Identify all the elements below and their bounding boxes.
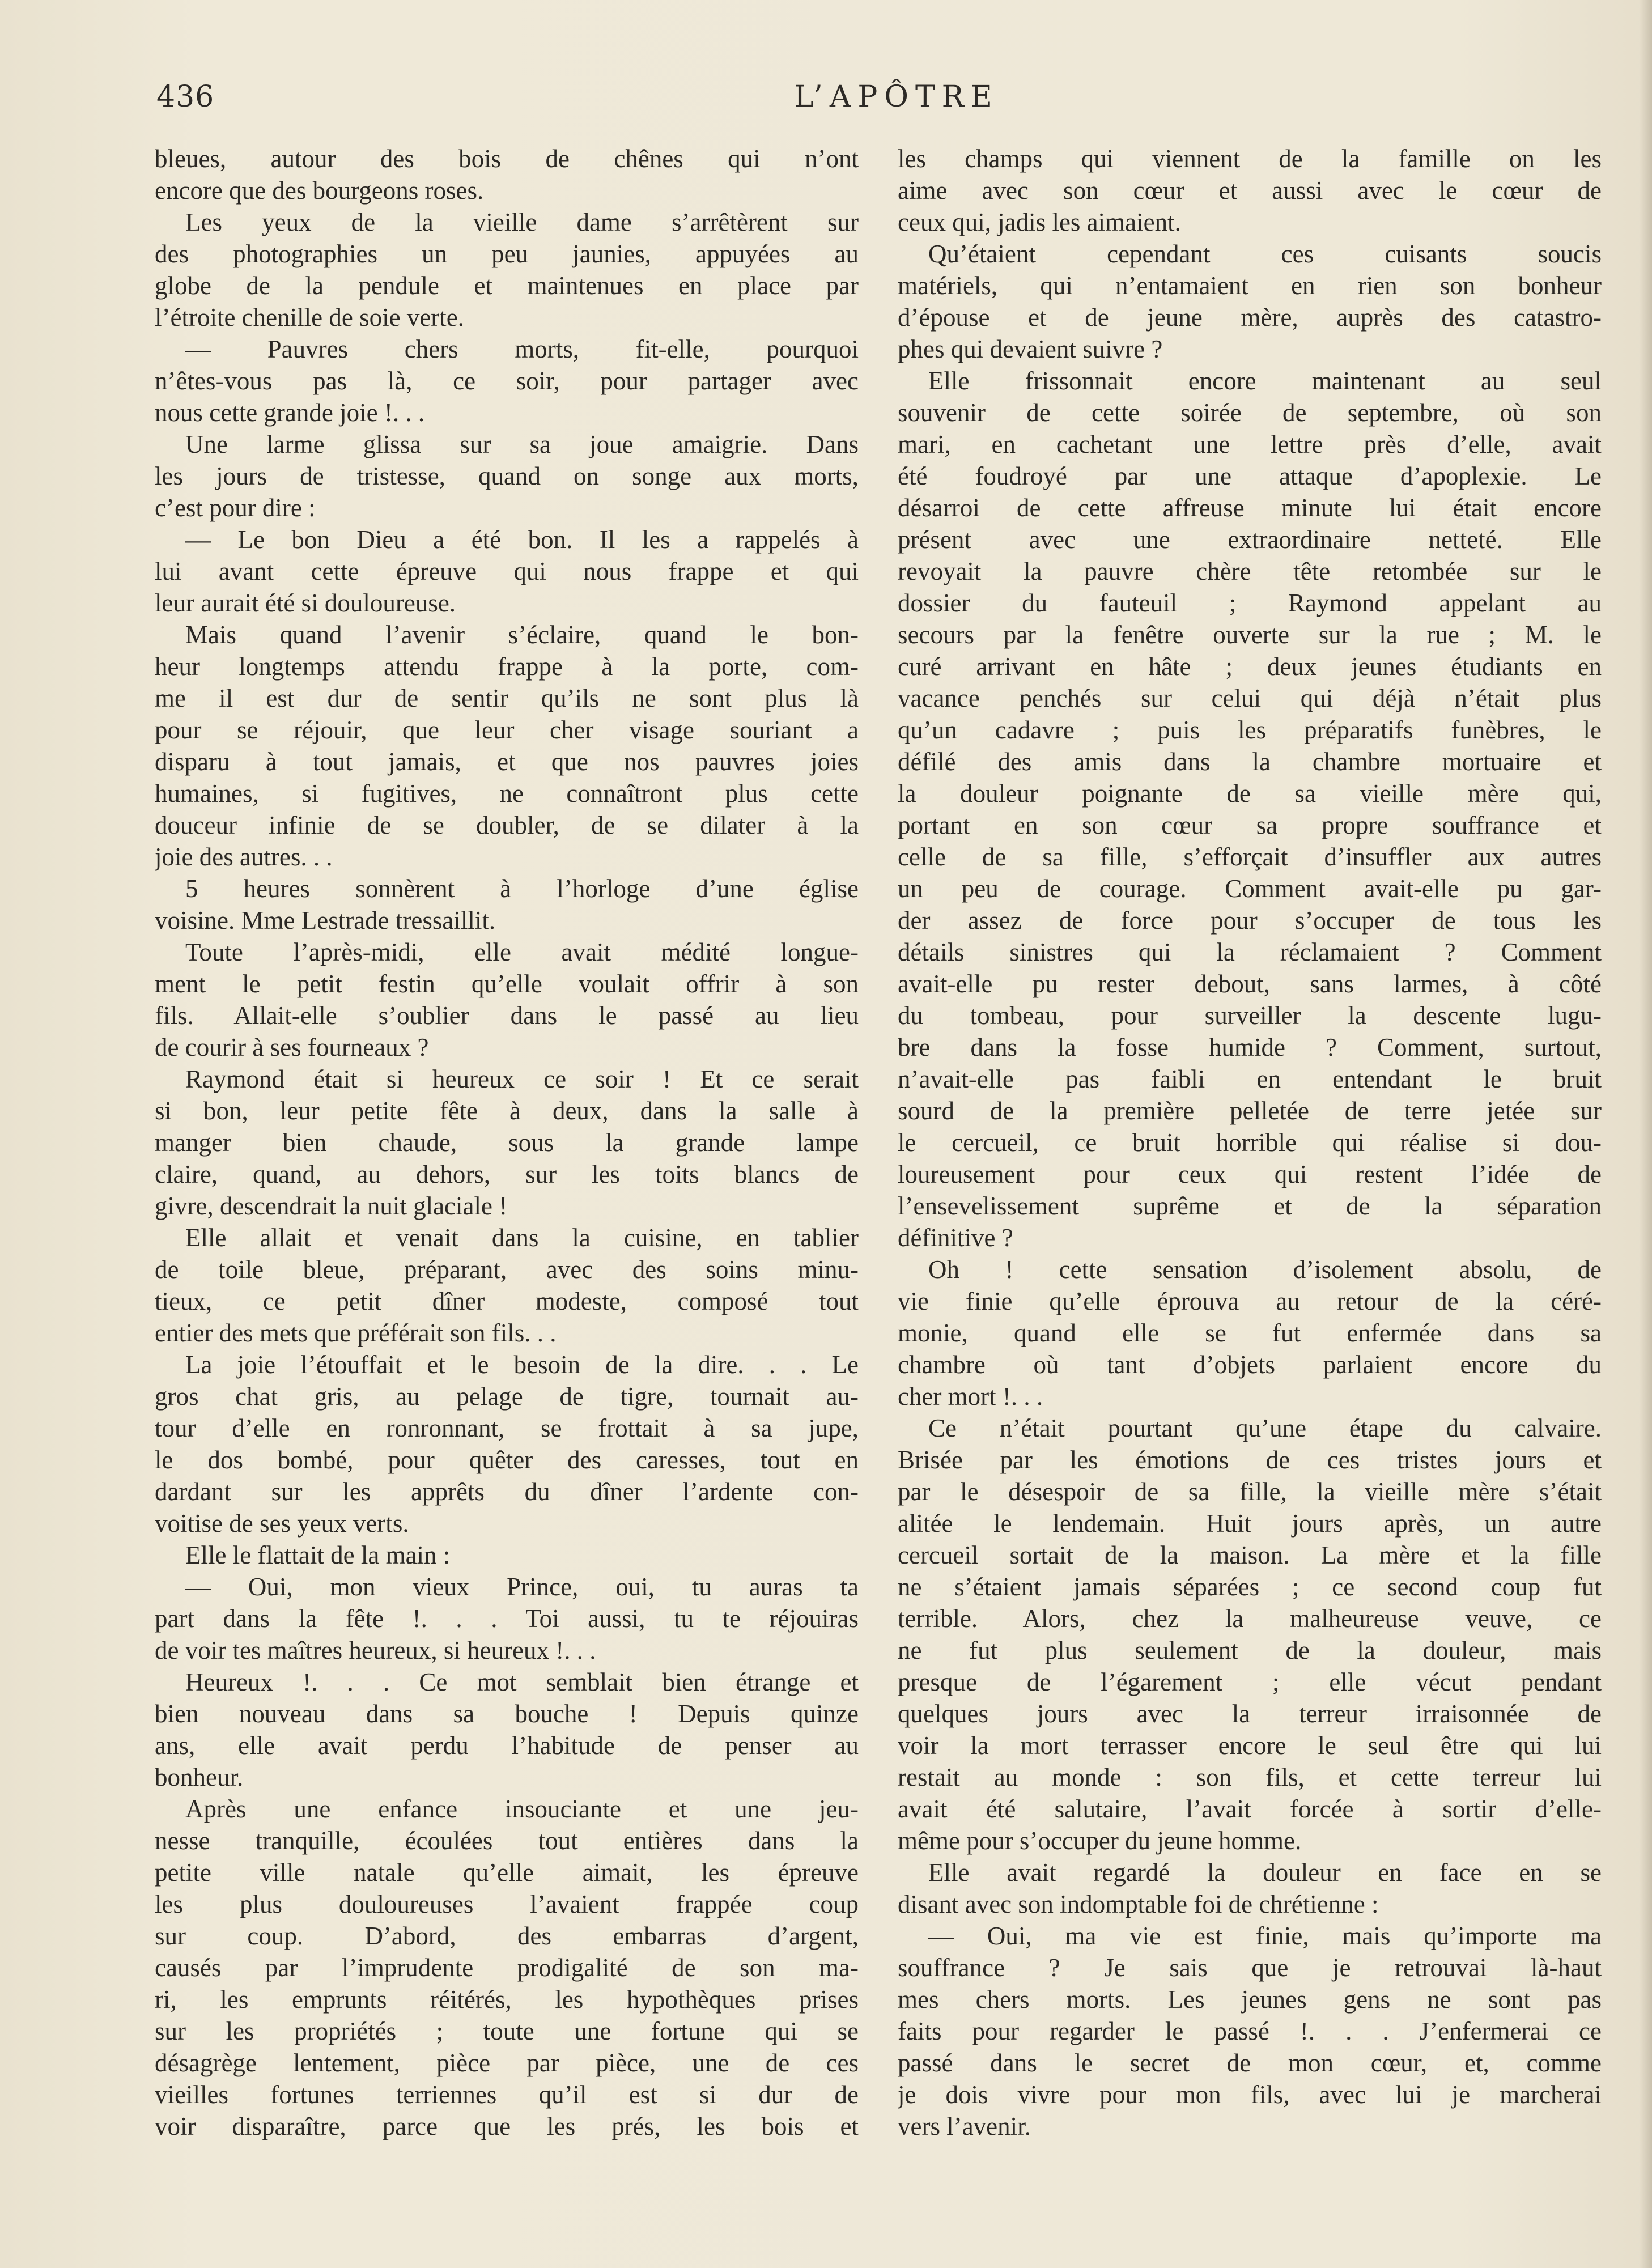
- text-line: Elle avait regardé la douleur en face en se: [928, 1858, 1602, 1887]
- text-line: fils. Allait-elle s’oublier dans le passé au lieu: [155, 1001, 859, 1030]
- text-line: Toute l’après-midi, elle avait médité longue-: [185, 938, 859, 966]
- page-edge-shadow: [1640, 0, 1652, 2268]
- text-line: tieux, ce petit dîner modeste, composé tout: [155, 1287, 859, 1315]
- text-line: qu’un cadavre ; puis les préparatifs funèbres, le: [898, 716, 1602, 744]
- text-line: Brisée par les émotions de ces tristes jours et: [898, 1446, 1602, 1474]
- text-line: — Le bon Dieu a été bon. Il les a rappelés à: [185, 525, 859, 554]
- text-line: Mais quand l’avenir s’éclaire, quand le bon-: [185, 621, 859, 649]
- text-line: voir disparaître, parce que les prés, les bois et: [155, 2112, 859, 2140]
- text-line: givre, descendrait la nuit glaciale !: [155, 1192, 508, 1220]
- text-line: vers l’avenir.: [898, 2112, 1031, 2140]
- text-line: désagrège lentement, pièce par pièce, une de ces: [155, 2049, 859, 2077]
- text-line: avait été salutaire, l’avait forcée à sortir d’elle-: [898, 1795, 1602, 1823]
- text-line: ment le petit festin qu’elle voulait offrir à son: [155, 970, 859, 998]
- text-line: manger bien chaude, sous la grande lampe: [155, 1128, 859, 1157]
- text-line: le cercueil, ce bruit horrible qui réalise si dou-: [898, 1128, 1602, 1157]
- text-line: secours par la fenêtre ouverte sur la rue ; M. le: [898, 621, 1602, 649]
- text-line: portant en son cœur sa propre souffrance et: [898, 811, 1602, 839]
- text-line: défilé des amis dans la chambre mortuaire et: [898, 747, 1602, 776]
- text-line: la douleur poignante de sa vieille mère qui,: [898, 779, 1602, 808]
- text-line: n’êtes-vous pas là, ce soir, pour partager avec: [155, 367, 859, 395]
- text-line: Ce n’était pourtant qu’une étape du calvaire.: [928, 1414, 1602, 1442]
- text-line: voisine. Mme Lestrade tressaillit.: [155, 906, 496, 935]
- text-line: monie, quand elle se fut enfermée dans sa: [898, 1319, 1602, 1347]
- page-number: 436: [156, 80, 215, 114]
- text-line: souffrance ? Je sais que je retrouvai là-haut: [898, 1953, 1602, 1982]
- text-line: cher mort !. . .: [898, 1382, 1043, 1411]
- text-line: — Pauvres chers morts, fit-elle, pourquoi: [185, 335, 859, 363]
- text-line: un peu de courage. Comment avait-elle pu gar-: [898, 874, 1602, 903]
- text-line: ri, les emprunts réitérés, les hypothèques prises: [155, 1985, 859, 2014]
- text-line: Qu’étaient cependant ces cuisants soucis: [928, 240, 1602, 268]
- text-line: gros chat gris, au pelage de tigre, tournait au-: [155, 1382, 859, 1411]
- text-line: humaines, si fugitives, ne connaîtront plus cette: [155, 779, 859, 808]
- text-line: bien nouveau dans sa bouche ! Depuis quinze: [155, 1700, 859, 1728]
- text-line: chambre où tant d’objets parlaient encore du: [898, 1350, 1602, 1379]
- text-line: terrible. Alors, chez la malheureuse veuve, ce: [898, 1604, 1602, 1633]
- text-line: — Oui, ma vie est finie, mais qu’importe ma: [928, 1922, 1602, 1950]
- text-line: l’étroite chenille de soie verte.: [155, 303, 464, 332]
- text-line: tour d’elle en ronronnant, se frottait à sa jupe,: [155, 1414, 859, 1442]
- text-line: l’ensevelissement suprême et de la séparation: [898, 1192, 1602, 1220]
- text-line: du tombeau, pour surveiller la descente lugu-: [898, 1001, 1602, 1030]
- text-line: vie finie qu’elle éprouva au retour de la céré-: [898, 1287, 1602, 1315]
- text-line: ans, elle avait perdu l’habitude de penser au: [155, 1731, 859, 1760]
- text-line: voir la mort terrasser encore le seul être qui lui: [898, 1731, 1602, 1760]
- text-line: nesse tranquille, écoulées tout entières dans la: [155, 1827, 859, 1855]
- text-line: des photographies un peu jaunies, appuyées au: [155, 240, 859, 268]
- text-line: bonheur.: [155, 1763, 244, 1791]
- text-line: loureusement pour ceux qui restent l’idée de: [898, 1160, 1602, 1188]
- text-line: été foudroyé par une attaque d’apoplexie. Le: [898, 462, 1602, 490]
- text-line: souvenir de cette soirée de septembre, où son: [898, 398, 1602, 427]
- text-line: les jours de tristesse, quand on songe aux morts,: [155, 462, 859, 490]
- text-line: sur coup. D’abord, des embarras d’argent,: [155, 1922, 859, 1950]
- text-line: Après une enfance insouciante et une jeu-: [185, 1795, 859, 1823]
- text-line: mes chers morts. Les jeunes gens ne sont pas: [898, 1985, 1602, 2014]
- text-line: entier des mets que préférait son fils. . .: [155, 1319, 557, 1347]
- text-line: disant avec son indomptable foi de chrétienne :: [898, 1890, 1379, 1918]
- text-line: Les yeux de la vieille dame s’arrêtèrent sur: [185, 208, 859, 236]
- text-line: petite ville natale qu’elle aimait, les épreuve: [155, 1858, 859, 1887]
- text-line: détails sinistres qui la réclamaient ? Comment: [898, 938, 1602, 966]
- text-line: causés par l’imprudente prodigalité de son ma-: [155, 1953, 859, 1982]
- text-line: matériels, qui n’entamaient en rien son bonheur: [898, 271, 1602, 300]
- text-line: aime avec son cœur et aussi avec le cœur de: [898, 176, 1602, 205]
- text-line: Elle le flattait de la main :: [185, 1541, 451, 1569]
- text-line: vacance penchés sur celui qui déjà n’était plus: [898, 684, 1602, 712]
- text-line: bleues, autour des bois de chênes qui n’ont: [155, 145, 859, 173]
- text-line: pour se réjouir, que leur cher visage souriant a: [155, 716, 859, 744]
- text-line: nous cette grande joie !. . .: [155, 398, 425, 427]
- text-line: n’avait-elle pas faibli en entendant le bruit: [898, 1065, 1602, 1093]
- text-line: présent avec une extraordinaire netteté. Elle: [898, 525, 1602, 554]
- text-line: heur longtemps attendu frappe à la porte, com-: [155, 652, 859, 681]
- text-line: part dans la fête !. . . Toi aussi, tu te réjouiras: [155, 1604, 859, 1633]
- text-line: même pour s’occuper du jeune homme.: [898, 1827, 1302, 1855]
- text-line: Elle allait et venait dans la cuisine, en tablier: [185, 1224, 859, 1252]
- text-line: passé dans le secret de mon cœur, et, comme: [898, 2049, 1602, 2077]
- text-line: 5 heures sonnèrent à l’horloge d’une église: [185, 874, 859, 903]
- text-line: c’est pour dire :: [155, 494, 316, 522]
- text-line: de voir tes maîtres heureux, si heureux !. . .: [155, 1636, 596, 1664]
- text-line: le dos bombé, pour quêter des caresses, tout en: [155, 1446, 859, 1474]
- text-line: globe de la pendule et maintenues en place par: [155, 271, 859, 300]
- text-line: sourd de la première pelletée de terre jetée sur: [898, 1097, 1602, 1125]
- text-line: encore que des bourgeons roses.: [155, 176, 484, 205]
- text-line: de toile bleue, préparant, avec des soins minu-: [155, 1255, 859, 1284]
- text-line: bre dans la fosse humide ? Comment, surtout,: [898, 1033, 1602, 1061]
- text-line: ceux qui, jadis les aimaient.: [898, 208, 1181, 236]
- text-line: curé arrivant en hâte ; deux jeunes étudiants en: [898, 652, 1602, 681]
- text-line: me il est dur de sentir qu’ils ne sont plus là: [155, 684, 859, 712]
- text-line: presque de l’égarement ; elle vécut pendant: [898, 1668, 1602, 1696]
- running-title: L’APÔTRE: [794, 80, 999, 114]
- text-line: Heureux !. . . Ce mot semblait bien étrange et: [185, 1668, 859, 1696]
- text-line: joie des autres. . .: [155, 843, 333, 871]
- text-line: revoyait la pauvre chère tête retombée sur le: [898, 557, 1602, 585]
- text-line: leur aurait été si douloureuse.: [155, 589, 456, 617]
- text-line: alitée le lendemain. Huit jours après, un autre: [898, 1509, 1602, 1538]
- text-line: douceur infinie de se doubler, de se dilater à la: [155, 811, 859, 839]
- text-line: par le désespoir de sa fille, la vieille mère s’était: [898, 1477, 1602, 1506]
- text-line: les champs qui viennent de la famille on les: [898, 145, 1602, 173]
- text-line: d’épouse et de jeune mère, auprès des catastro-: [898, 303, 1602, 332]
- text-line: der assez de force pour s’occuper de tous les: [898, 906, 1602, 935]
- text-line: Oh ! cette sensation d’isolement absolu, de: [928, 1255, 1602, 1284]
- text-line: Elle frissonnait encore maintenant au seul: [928, 367, 1602, 395]
- text-line: je dois vivre pour mon fils, avec lui je marcherai: [898, 2080, 1602, 2109]
- text-line: désarroi de cette affreuse minute lui était encore: [898, 494, 1602, 522]
- text-line: La joie l’étouffait et le besoin de la dire. . . Le: [185, 1350, 859, 1379]
- text-line: si bon, leur petite fête à deux, dans la salle à: [155, 1097, 859, 1125]
- page-header: [156, 77, 1561, 117]
- text-line: sur les propriétés ; toute une fortune qui se: [155, 2017, 859, 2045]
- text-line: voitise de ses yeux verts.: [155, 1509, 409, 1538]
- text-line: faits pour regarder le passé !. . . J’enfermerai ce: [898, 2017, 1602, 2045]
- text-line: avait-elle pu rester debout, sans larmes, à côté: [898, 970, 1602, 998]
- text-line: claire, quand, au dehors, sur les toits blancs de: [155, 1160, 859, 1188]
- text-line: phes qui devaient suivre ?: [898, 335, 1163, 363]
- text-line: cercueil sortait de la maison. La mère et la fille: [898, 1541, 1602, 1569]
- text-line: vieilles fortunes terriennes qu’il est si dur de: [155, 2080, 859, 2109]
- text-line: de courir à ses fourneaux ?: [155, 1033, 429, 1061]
- text-line: quelques jours avec la terreur irraisonnée de: [898, 1700, 1602, 1728]
- left-text-column: [155, 143, 859, 2142]
- text-line: dossier du fauteuil ; Raymond appelant au: [898, 589, 1602, 617]
- text-line: restait au monde : son fils, et cette terreur lui: [898, 1763, 1602, 1791]
- text-line: mari, en cachetant une lettre près d’elle, avait: [898, 430, 1602, 458]
- text-line: définitive ?: [898, 1224, 1013, 1252]
- right-text-column: [898, 143, 1602, 2142]
- text-line: disparu à tout jamais, et que nos pauvres joies: [155, 747, 859, 776]
- text-line: dardant sur les apprêts du dîner l’ardente con-: [155, 1477, 859, 1506]
- text-line: celle de sa fille, s’efforçait d’insuffler aux autres: [898, 843, 1602, 871]
- text-line: les plus douloureuses l’avaient frappée coup: [155, 1890, 859, 1918]
- text-line: ne fut plus seulement de la douleur, mais: [898, 1636, 1602, 1664]
- text-line: Raymond était si heureux ce soir ! Et ce serait: [185, 1065, 859, 1093]
- text-line: lui avant cette épreuve qui nous frappe et qui: [155, 557, 859, 585]
- text-line: Une larme glissa sur sa joue amaigrie. Dans: [185, 430, 859, 458]
- text-line: ne s’étaient jamais séparées ; ce second coup fut: [898, 1573, 1602, 1601]
- text-line: — Oui, mon vieux Prince, oui, tu auras ta: [185, 1573, 859, 1601]
